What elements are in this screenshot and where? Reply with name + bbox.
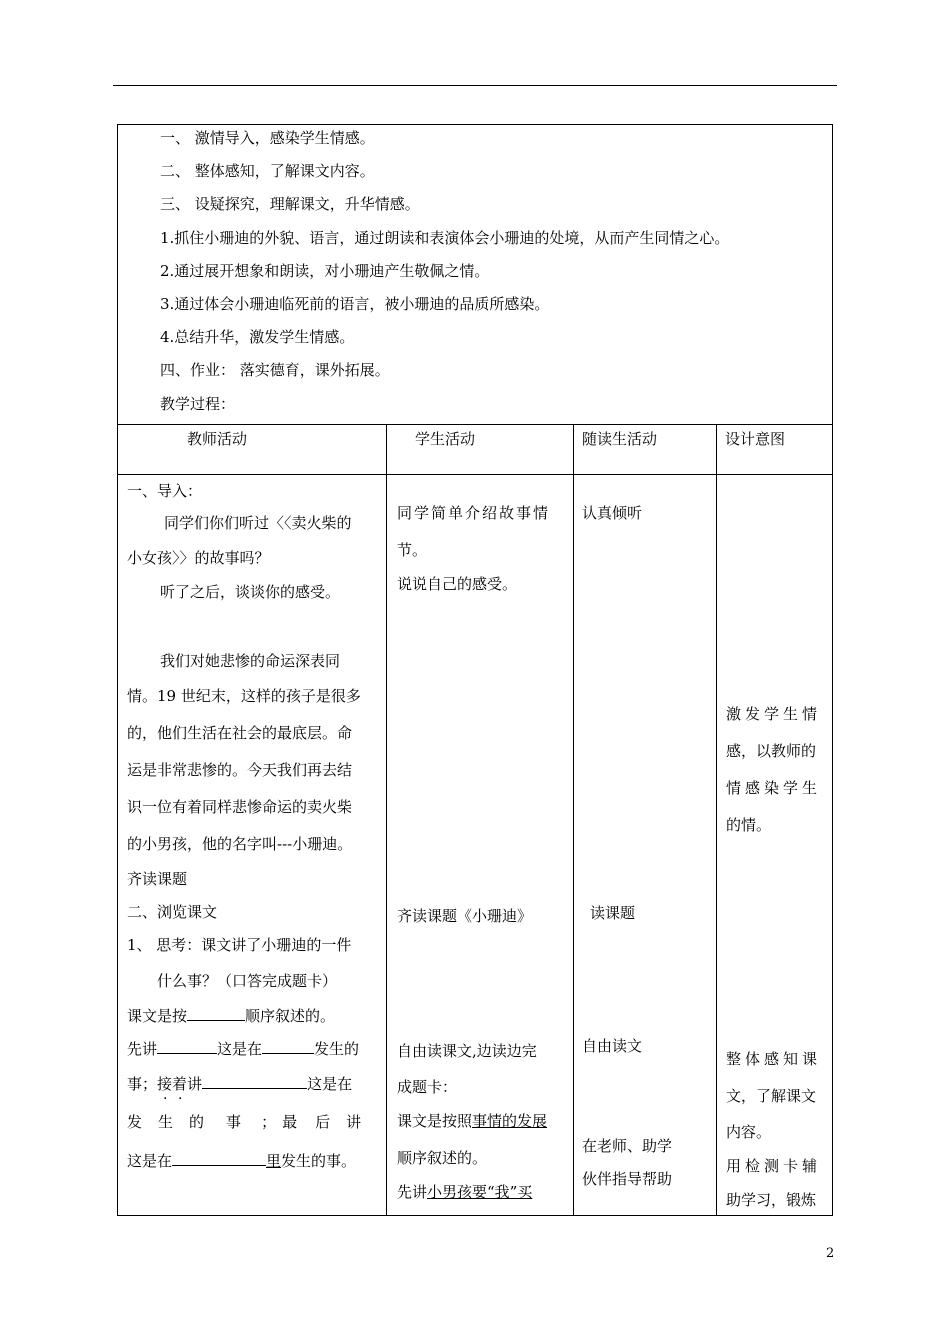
student-answer-line-1: [397, 1111, 547, 1131]
answer-blank: [262, 1039, 314, 1054]
answer-blank: [187, 1006, 245, 1021]
student-answer-line-2: [397, 1182, 532, 1202]
col-divider-3: [716, 424, 717, 1216]
teacher-text: 这是在: [127, 1152, 173, 1170]
intent-line: 情感染学生: [726, 779, 822, 797]
teacher-fill-line-4: [127, 1151, 356, 1171]
student-line: 齐读课题《小珊迪》: [397, 907, 533, 925]
teacher-line: 听了之后，谈谈你的感受。: [160, 583, 341, 601]
teacher-text: 顺序叙述的。: [245, 1007, 336, 1025]
header-teacher: 教师活动: [187, 430, 248, 448]
student-line: 同学简单介绍故事情: [397, 504, 551, 522]
row-divider-header-bottom: [117, 474, 833, 475]
student-line: 顺序叙述的。: [397, 1149, 488, 1167]
teacher-char: 生: [158, 1113, 174, 1131]
student-text: 先讲: [397, 1183, 428, 1201]
teacher-text: 发生的事。: [281, 1152, 357, 1170]
student-text: 课文是按照: [397, 1112, 473, 1130]
answer-blank: [157, 1039, 217, 1054]
student-line: 说说自己的感受。: [397, 575, 518, 593]
teacher-line: 识一位有着同样悲惨命运的卖火柴: [127, 798, 353, 816]
follower-line: 自由读文: [582, 1037, 643, 1055]
teacher-line: 的小男孩，他的名字叫---小珊迪。: [127, 835, 353, 853]
follower-line: 伙伴指导帮助: [582, 1170, 673, 1188]
intent-line: 文，了解课文: [726, 1087, 817, 1105]
col-divider-1: [386, 424, 387, 1216]
page-number: 2: [826, 1246, 835, 1261]
teacher-text: 发生的: [314, 1040, 360, 1058]
teacher-line: 一、导入：: [127, 482, 203, 500]
teacher-line: 二、浏览课文: [127, 903, 218, 921]
intro-item-3: 三、 设疑探究，理解课文，升华情感。: [160, 195, 420, 213]
teacher-char: 发: [127, 1113, 143, 1131]
teacher-line: 齐读课题: [127, 870, 188, 888]
follower-line: 读课题: [590, 904, 636, 922]
student-line: 自由读课文,边读边完: [397, 1042, 537, 1060]
teacher-char: 讲: [346, 1113, 362, 1131]
intro-item-2: 二、 整体感知，了解课文内容。: [160, 162, 375, 180]
teacher-fill-line-2: [127, 1039, 359, 1059]
teacher-text: 这是在: [307, 1075, 353, 1093]
col-divider-2: [573, 424, 574, 1216]
intent-line: 用检测卡辅: [726, 1157, 822, 1175]
emphasis-char: 着: [172, 1075, 188, 1093]
intro-item-4: 1.抓住小珊迪的外貌、语言，通过朗读和表演体会小珊迪的处境，从而产生同情之心。: [160, 229, 730, 247]
teacher-text: 事；: [127, 1075, 158, 1093]
intro-item-9: 教学过程：: [160, 395, 236, 413]
teacher-line: 的，他们生活在社会的最底层。命: [127, 724, 353, 742]
follower-line: 认真倾听: [582, 504, 643, 522]
intro-item-8: 四、作业： 落实德育，课外拓展。: [160, 361, 390, 379]
student-line: 节。: [397, 541, 428, 559]
teacher-text: 课文是按: [127, 1007, 188, 1025]
teacher-char: 事: [226, 1113, 242, 1131]
intent-line: 整体感知课: [726, 1050, 822, 1068]
follower-line: 在老师、助学: [582, 1137, 673, 1155]
teacher-line: 我们对她悲惨的命运深表同: [160, 652, 341, 670]
teacher-text: 里: [266, 1152, 282, 1170]
teacher-char: 后: [315, 1113, 331, 1131]
teacher-spread-line: [127, 1112, 361, 1132]
student-answer: 小男孩要“我”买: [427, 1183, 533, 1201]
teacher-line: 运是非常悲惨的。今天我们再去结: [127, 761, 353, 779]
teacher-fill-line-1: [127, 1006, 335, 1026]
teacher-line: 情。19 世纪末，这样的孩子是很多: [127, 687, 361, 705]
header-follower: 随读生活动: [582, 430, 658, 448]
teacher-text: 先讲: [127, 1040, 158, 1058]
intent-line: 激发学生情: [726, 705, 822, 723]
intro-item-6: 3.通过体会小珊迪临死前的语言，被小珊迪的品质所感染。: [160, 295, 550, 313]
teacher-line: 小女孩〉〉的故事吗？: [127, 549, 270, 567]
intent-line: 感，以教师的: [726, 742, 817, 760]
intro-item-5: 2.通过展开想象和朗读，对小珊迪产生敬佩之情。: [160, 262, 490, 280]
teacher-char: 最: [282, 1113, 298, 1131]
intent-line: 助学习，锻炼: [726, 1191, 817, 1209]
teacher-char: 的: [189, 1113, 205, 1131]
teacher-fill-line-3: [127, 1074, 352, 1094]
header-intent: 设计意图: [725, 430, 786, 448]
header-rule: [113, 85, 837, 86]
row-divider-header-top: [117, 424, 833, 425]
teacher-text: 这是在: [217, 1040, 263, 1058]
answer-blank: [172, 1151, 266, 1166]
student-line: 成题卡：: [397, 1078, 458, 1096]
intro-item-7: 4.总结升华，激发学生情感。: [160, 328, 355, 346]
teacher-text: 讲: [187, 1075, 203, 1093]
answer-blank: [202, 1074, 307, 1089]
header-student: 学生活动: [415, 430, 476, 448]
intent-line: 内容。: [726, 1123, 772, 1141]
teacher-char: ；: [261, 1113, 277, 1131]
teacher-line: 什么事？（口答完成题卡）: [157, 972, 338, 990]
intent-line: 的情。: [726, 816, 772, 834]
teacher-line: 同学们你们听过〈〈卖火柴的: [164, 514, 352, 532]
intro-item-1: 一、 激情导入，感染学生情感。: [160, 129, 375, 147]
emphasis-char: 接: [157, 1075, 173, 1093]
teacher-line: 1、 思考：课文讲了小珊迪的一件: [127, 936, 352, 954]
student-answer: 事情的发展: [472, 1112, 548, 1130]
